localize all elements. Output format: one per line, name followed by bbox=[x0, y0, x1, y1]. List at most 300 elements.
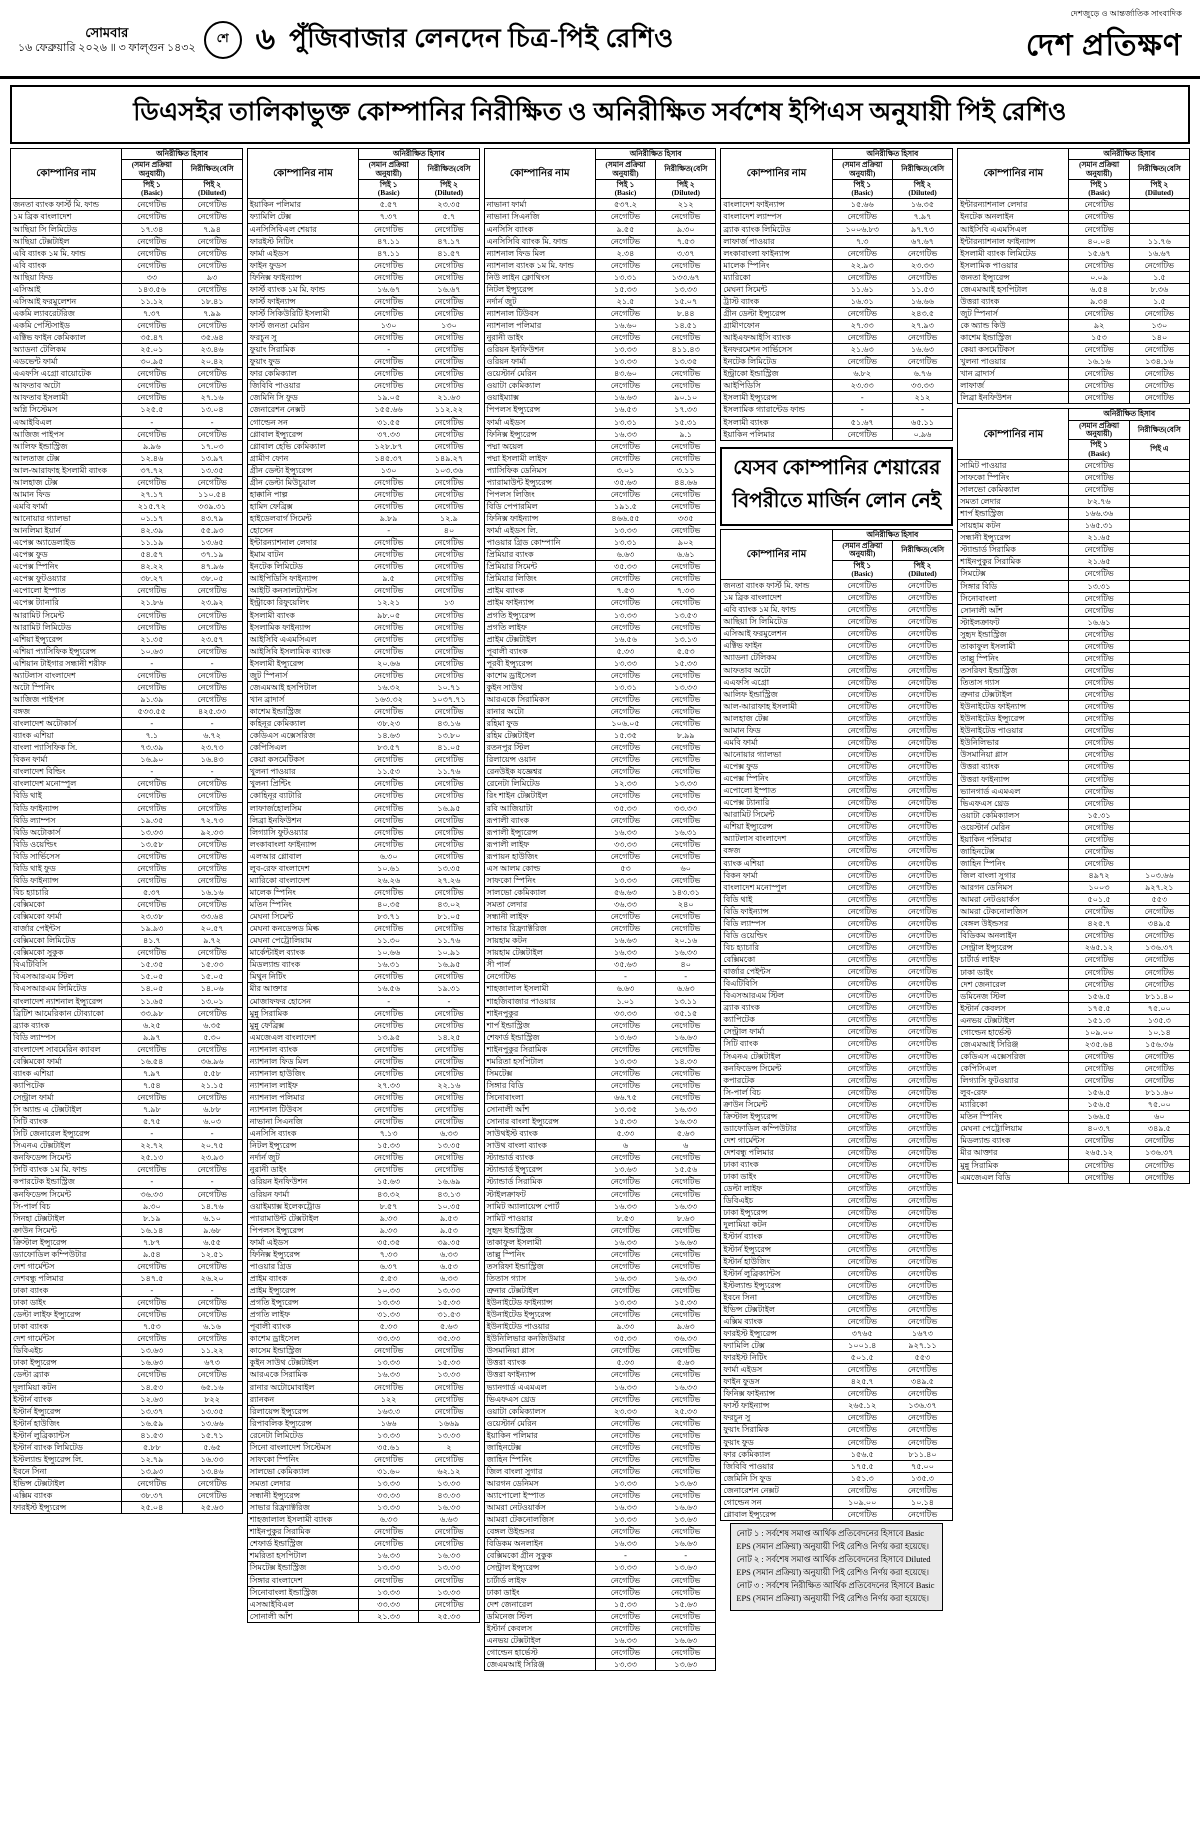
company-name: কে অ্যান্ড কিউ bbox=[958, 320, 1069, 332]
company-name: রানার অটোমোবাইল bbox=[247, 1381, 358, 1393]
table-row bbox=[11, 633, 243, 645]
company-name: নর্দার্ন জুট bbox=[484, 295, 595, 307]
pe1-value: ৫.৩৭ bbox=[122, 886, 182, 898]
pe1-value: ১৩.৩৩ bbox=[359, 1357, 419, 1369]
table-row bbox=[721, 652, 953, 664]
table-row bbox=[958, 845, 1190, 857]
pe2-value: নেগেটিভ bbox=[892, 592, 952, 604]
company-name: আমরা নেটওয়ার্কস bbox=[958, 894, 1069, 906]
company-name: বার্জার পেইন্টস bbox=[721, 966, 832, 978]
table-row bbox=[958, 223, 1190, 235]
pe-rows-1 bbox=[11, 199, 243, 1514]
table-row bbox=[958, 484, 1190, 496]
pe2-value: ১৬.১৬ bbox=[182, 886, 242, 898]
pe1-value: ১৬.৬৩ bbox=[122, 1357, 182, 1369]
company-name: সিনোবাংলা bbox=[484, 1092, 595, 1104]
pe2-value: ৫৫৩ bbox=[1129, 894, 1189, 906]
publication-date bbox=[18, 24, 196, 56]
table-row bbox=[721, 941, 953, 953]
pe2-value: ২৭.৯৩ bbox=[892, 320, 952, 332]
table-row bbox=[484, 247, 716, 259]
table-row bbox=[484, 1586, 716, 1598]
company-name: ফরচুন সু bbox=[247, 332, 358, 344]
pe1-value: ৩৭.৩৩ bbox=[359, 428, 419, 440]
pe1-value: ১৩.৩৩ bbox=[359, 1562, 419, 1574]
pe1-value: ২১.৬৩ bbox=[832, 344, 892, 356]
pe1-value: নেগেটিভ bbox=[832, 247, 892, 259]
pe1-value: ১৩.৩৩ bbox=[595, 344, 655, 356]
table-row bbox=[247, 935, 479, 947]
pe1-value: ৯.৩০ bbox=[122, 1200, 182, 1212]
table-row bbox=[958, 652, 1190, 664]
company-name: নিটল ইন্স্যুরেন্স bbox=[484, 283, 595, 295]
table-row bbox=[484, 1067, 716, 1079]
table-row bbox=[484, 633, 716, 645]
table-row bbox=[484, 597, 716, 609]
company-name: ইভিন্স টেক্সটাইল bbox=[721, 1303, 832, 1315]
pe1-value: নেগেটিভ bbox=[595, 1309, 655, 1321]
pe2-value: নেগেটিভ bbox=[656, 1224, 716, 1236]
table-row bbox=[247, 1586, 479, 1598]
pe2-value: নেগেটিভ bbox=[892, 356, 952, 368]
pe2-value: ৯২.৩৩ bbox=[182, 826, 242, 838]
table-row bbox=[247, 1393, 479, 1405]
table-row bbox=[484, 332, 716, 344]
table-row bbox=[11, 1176, 243, 1188]
company-name: ফার কেমিক্যাল bbox=[247, 368, 358, 380]
pe2-value: ১৬.৬৩ bbox=[656, 1538, 716, 1550]
pe2-value: ১৩.৬৩ bbox=[656, 1562, 716, 1574]
table-row bbox=[484, 1019, 716, 1031]
pe2-value: ১৯.৩১ bbox=[419, 983, 479, 995]
table-row bbox=[721, 428, 953, 440]
table-row bbox=[484, 513, 716, 525]
pe1-value: নেগেটিভ bbox=[595, 742, 655, 754]
pe2-value: নেগেটিভ bbox=[892, 978, 952, 990]
company-name: পূবালী ব্যাংক bbox=[484, 645, 595, 657]
pe2-value: নেগেটিভ bbox=[419, 1405, 479, 1417]
table-row bbox=[247, 1478, 479, 1490]
pe2-value: নেগেটিভ bbox=[419, 537, 479, 549]
company-name: ফার্মা এইডস bbox=[247, 1236, 358, 1248]
pe1-value: ৯.৩৪ bbox=[1069, 295, 1129, 307]
pe1-value: নেগেটিভ bbox=[122, 199, 182, 211]
pe2-value: নেগেটিভ bbox=[656, 1309, 716, 1321]
pe2-value: ২৫.৬৩ bbox=[182, 1502, 242, 1514]
pe1-value: নেগেটিভ bbox=[832, 1159, 892, 1171]
pe2-value: ৪৭.৯৬ bbox=[182, 561, 242, 573]
company-name: ফিনিক্স ইন্স্যুরেন্স bbox=[484, 428, 595, 440]
table-row bbox=[721, 1219, 953, 1231]
table-row bbox=[958, 737, 1190, 749]
company-name: ১ম ব্রিক বাংলাদেশ bbox=[721, 592, 832, 604]
company-name: নেগেটিভ bbox=[484, 971, 595, 983]
table-row bbox=[247, 211, 479, 223]
table-row bbox=[247, 1212, 479, 1224]
pe1-value: নেগেটিভ bbox=[595, 597, 655, 609]
company-name: শাইনপুকুর সিরামিক bbox=[247, 1526, 358, 1538]
company-name: প্রিমিয়ার ব্যাংক bbox=[484, 549, 595, 561]
th-group-audited-ml: নিরীক্ষিত(বেসি bbox=[892, 540, 952, 560]
table-row bbox=[721, 1255, 953, 1267]
table-row bbox=[721, 821, 953, 833]
table-row bbox=[721, 199, 953, 211]
table-row bbox=[11, 307, 243, 319]
table-row bbox=[721, 392, 953, 404]
pe-rows-2 bbox=[247, 199, 479, 1622]
company-name: ইমাম বাটন bbox=[247, 549, 358, 561]
pe2-value: নেগেটিভ bbox=[1129, 307, 1189, 319]
pe1-value: নেগেটিভ bbox=[595, 1453, 655, 1465]
company-name: সন্ধানী লাইফ bbox=[484, 911, 595, 923]
pe2-value: নেগেটিভ bbox=[1129, 344, 1189, 356]
pe2-value: নেগেটিভ bbox=[656, 500, 716, 512]
company-name: পিপলস ইন্স্যুরেন্স bbox=[484, 404, 595, 416]
table-row bbox=[484, 1598, 716, 1610]
pe2-value: নেগেটিভ bbox=[656, 1465, 716, 1477]
pe2-value: ৬.০৩ bbox=[182, 1116, 242, 1128]
pe2-value: নেগেটিভ bbox=[892, 1315, 952, 1327]
date-label: ১৬ ফেব্রুয়ারি ২০২৬ ॥ ৩ ফাল্গুন ১৪৩২ bbox=[18, 42, 196, 55]
pe1-value: নেগেটিভ bbox=[595, 850, 655, 862]
table-row bbox=[247, 440, 479, 452]
pe2-value: নেগেটিভ bbox=[419, 307, 479, 319]
pe-table-1 bbox=[10, 148, 243, 1514]
th-pe2-5: পিই ২ (Diluted) bbox=[1129, 179, 1189, 199]
company-name: ঢাকা ডাইং bbox=[721, 1171, 832, 1183]
company-name: একমি পেস্টিসাইড bbox=[11, 320, 122, 332]
pe1-value: নেগেটিভ bbox=[832, 1219, 892, 1231]
pe1-value: ৮৩.৫৭ bbox=[359, 742, 419, 754]
table-row bbox=[11, 1212, 243, 1224]
table-row bbox=[721, 580, 953, 592]
pe2-value: ১৩.৬৩ bbox=[656, 1478, 716, 1490]
pe2-value: নেগেটিভ bbox=[892, 1171, 952, 1183]
pe2-value: ৭.৩৩ bbox=[656, 585, 716, 597]
table-row bbox=[11, 1333, 243, 1345]
table-row bbox=[721, 344, 953, 356]
brand-tagline: দেশজুড়ে ও আন্তর্জাতিক সাংবাদিক bbox=[1070, 9, 1182, 18]
pe1-value: নেগেটিভ bbox=[359, 1104, 419, 1116]
company-name: ওয়েস্টার্ন মেরিন bbox=[484, 368, 595, 380]
table-row bbox=[484, 935, 716, 947]
pe2-value: ৬.৬৩ bbox=[419, 1514, 479, 1526]
company-name: কপারটেক ইন্ডাস্ট্রিজ bbox=[11, 1176, 122, 1188]
pe1-value: নেগেটিভ bbox=[122, 778, 182, 790]
pe2-value: নেগেটিভ bbox=[656, 1092, 716, 1104]
pe1-value: নেগেটিভ bbox=[832, 1364, 892, 1376]
pe2-value: নেগেটিভ bbox=[892, 833, 952, 845]
company-name: মালেক স্পিনিং bbox=[721, 259, 832, 271]
company-name: নাভানা সিএনজি bbox=[247, 1116, 358, 1128]
pe1-value: নেগেটিভ bbox=[595, 1224, 655, 1236]
pe2-value bbox=[1129, 737, 1189, 749]
pe2-value: ১২.৯ bbox=[419, 513, 479, 525]
pe2-value: নেগেটিভ bbox=[656, 1019, 716, 1031]
pe1-value: - bbox=[832, 392, 892, 404]
pe1-value: নেগেটিভ bbox=[832, 833, 892, 845]
company-name: ঢাকা ব্যাংক bbox=[721, 1159, 832, 1171]
pe2-value: নেগেটিভ bbox=[419, 1019, 479, 1031]
pe2-value: নেগেটিভ bbox=[419, 754, 479, 766]
pe2-value bbox=[1129, 845, 1189, 857]
table-row bbox=[721, 978, 953, 990]
company-name: উত্তরা ব্যাংক bbox=[484, 1357, 595, 1369]
table-row bbox=[247, 1104, 479, 1116]
table-row bbox=[484, 428, 716, 440]
pe1-value: ১৪.৬৩ bbox=[359, 730, 419, 742]
table-row bbox=[247, 428, 479, 440]
table-row bbox=[247, 633, 479, 645]
pe1-value: ৩৫.৪৭ bbox=[122, 332, 182, 344]
pe2-value: নেগেটিভ bbox=[656, 1345, 716, 1357]
pe2-value: নেগেটিভ bbox=[1129, 1171, 1189, 1183]
pe1-value: ২৫.১৩ bbox=[122, 1152, 182, 1164]
pe2-value: ১৩.৩৫ bbox=[182, 464, 242, 476]
pe1-value: নেগেটিভ bbox=[595, 1369, 655, 1381]
pe1-value: নেগেটিভ bbox=[359, 1345, 419, 1357]
pe2-value: ১৩.৬৬ bbox=[182, 1417, 242, 1429]
pe2-value: নেগেটিভ bbox=[182, 1092, 242, 1104]
table-row bbox=[958, 235, 1190, 247]
pe2-value: নেগেটিভ bbox=[1129, 1050, 1189, 1062]
pe1-value: ৭.১৩ bbox=[359, 1128, 419, 1140]
pe2-value: ৬ bbox=[656, 1140, 716, 1152]
pe2-value: ১৪.০৬ bbox=[182, 983, 242, 995]
pe1-value: ১৩.৩৭ bbox=[122, 1405, 182, 1417]
pe2-value: নেগেটিভ bbox=[182, 428, 242, 440]
table-row bbox=[247, 874, 479, 886]
pe1-value: ৪০৩.৭ bbox=[1069, 1123, 1129, 1135]
table-row bbox=[721, 616, 953, 628]
pe1-value: ১৬৩.৩২ bbox=[359, 693, 419, 705]
table-row bbox=[247, 995, 479, 1007]
pe2-value: নেগেটিভ bbox=[892, 941, 952, 953]
company-name: বেক্সিমকো ফার্মা bbox=[11, 911, 122, 923]
company-name: লিগ্যাসি ফুটওয়্যার bbox=[247, 826, 358, 838]
company-name: ফিনিক্স ফাইন্যান্স bbox=[721, 1388, 832, 1400]
company-name: ওরিয়ন ফার্মা bbox=[247, 1188, 358, 1200]
pe1-value: ৬.৩৭ bbox=[359, 1260, 419, 1272]
pe1-value: নেগেটিভ bbox=[359, 669, 419, 681]
table-row bbox=[11, 380, 243, 392]
pe1-value: ১৩০ bbox=[359, 464, 419, 476]
company-name: স্ট্যান্ডার্ড সিরামিক bbox=[958, 544, 1069, 556]
company-name: ইসলামিক গ্যারান্টেড ফান্ড bbox=[721, 404, 832, 416]
pe2-value bbox=[1129, 544, 1189, 556]
table-row bbox=[958, 508, 1190, 520]
pe1-value: ১৬.৬০ bbox=[595, 320, 655, 332]
pe1-value: নেগেটিভ bbox=[122, 392, 182, 404]
table-row bbox=[484, 1502, 716, 1514]
company-name: প্রাইম টেক্সটাইল bbox=[484, 633, 595, 645]
company-name: আছিয়া সি লিমিটেড bbox=[11, 223, 122, 235]
company-name: নুরানী ডাইং bbox=[484, 332, 595, 344]
company-name: এপোলো ইস্পাত bbox=[721, 785, 832, 797]
pe2-value: নেগেটিভ bbox=[182, 1297, 242, 1309]
company-name: কনফিডেন্স সিমেন্ট bbox=[11, 1188, 122, 1200]
company-name: এডভেন্ট ফার্মা bbox=[11, 356, 122, 368]
company-name: বিডি ওয়েল্ডিং bbox=[721, 929, 832, 941]
company-name: জাহিনটেক্স bbox=[484, 1441, 595, 1453]
pe1-value: ১০৯.০০ bbox=[832, 1496, 892, 1508]
table-row bbox=[11, 1429, 243, 1441]
company-name: বেক্সিমকো bbox=[721, 954, 832, 966]
pe1-value: নেগেটিভ bbox=[122, 428, 182, 440]
pe1-value: নেগেটিভ bbox=[1069, 223, 1129, 235]
table-row bbox=[958, 628, 1190, 640]
table-row bbox=[721, 1472, 953, 1484]
pe2-value bbox=[1129, 857, 1189, 869]
table-row bbox=[11, 332, 243, 344]
pe1-value: নেগেটিভ bbox=[832, 1436, 892, 1448]
pe2-value: নেগেটিভ bbox=[656, 1152, 716, 1164]
company-name: প্রাইম ইন্স্যুরেন্স bbox=[247, 1285, 358, 1297]
pe2-value: নেগেটিভ bbox=[182, 1043, 242, 1055]
company-name: জনতা ব্যাংক ফার্স্ট মি. ফান্ড bbox=[11, 199, 122, 211]
table-row bbox=[247, 742, 479, 754]
table-row bbox=[721, 1364, 953, 1376]
table-row bbox=[11, 1441, 243, 1453]
pe2-value: নেগেটিভ bbox=[419, 1345, 479, 1357]
company-name: এমজেএল বাংলাদেশ bbox=[247, 1031, 358, 1043]
pe1-value: ৯.৩৩ bbox=[595, 1321, 655, 1333]
pe2-value: নেগেটিভ bbox=[892, 1062, 952, 1074]
pe2-value: ২৪৩.৫ bbox=[892, 307, 952, 319]
company-name: শার্প ইন্ডাস্ট্রিজ bbox=[958, 508, 1069, 520]
table-row bbox=[958, 344, 1190, 356]
company-name: আরামিট সিমেন্ট bbox=[721, 809, 832, 821]
pe1-value: নেগেটিভ bbox=[122, 1297, 182, 1309]
pe2-value: ১৬.৯৫ bbox=[419, 802, 479, 814]
company-name: ইউনাইটেড ইন্স্যুরেন্স bbox=[484, 1309, 595, 1321]
pe2-value: নেগেটিভ bbox=[892, 640, 952, 652]
pe2-value: নেগেটিভ bbox=[656, 838, 716, 850]
pe2-value: ১১.৭৬ bbox=[419, 766, 479, 778]
pe1-value: নেগেটিভ bbox=[832, 1388, 892, 1400]
pe1-value: ৪১.৭ bbox=[122, 935, 182, 947]
pe1-value: ২৬৫.১২ bbox=[832, 1400, 892, 1412]
table-row bbox=[11, 718, 243, 730]
pe2-value: - bbox=[182, 1128, 242, 1140]
pe1-value: নেগেটিভ bbox=[359, 1007, 419, 1019]
company-name: অ্যাটলাস বাংলাদেশ bbox=[721, 833, 832, 845]
pe1-value: নেগেটিভ bbox=[595, 440, 655, 452]
company-name: আমান ফিড bbox=[11, 488, 122, 500]
pe2-value: ১৫.৫৬ bbox=[656, 1164, 716, 1176]
company-name: গ্লোবাল ইন্স্যুরেন্স bbox=[247, 428, 358, 440]
pe1-value: নেগেটিভ bbox=[122, 862, 182, 874]
pe1-value: ১৩.৩৩ bbox=[359, 1429, 419, 1441]
pe2-value: নেগেটিভ bbox=[182, 259, 242, 271]
page-number: ৬ bbox=[255, 22, 276, 56]
pe1-value: নেগেটিভ bbox=[122, 1092, 182, 1104]
company-name: ফাইন ফুডস bbox=[721, 1376, 832, 1388]
company-name: কপারটেক bbox=[721, 1074, 832, 1086]
company-name: জাহিনটেক্স bbox=[958, 845, 1069, 857]
pe-rows-4 bbox=[721, 199, 953, 440]
company-name: আরামিট লিমিটেড bbox=[11, 621, 122, 633]
pe1-value: ১৬.৩৩ bbox=[359, 1550, 419, 1562]
pe1-value: নেগেটিভ bbox=[832, 990, 892, 1002]
table-row bbox=[247, 609, 479, 621]
company-name: ব্যাংক এশিয়া bbox=[721, 857, 832, 869]
company-name: ইসলামিক পাওয়ার bbox=[958, 259, 1069, 271]
company-name: ফুয়াং ফুড bbox=[721, 1436, 832, 1448]
pe2-value bbox=[1129, 484, 1189, 496]
pe1-value: নেগেটিভ bbox=[1069, 199, 1129, 211]
pe2-value: নেগেটিভ bbox=[419, 1381, 479, 1393]
table-row bbox=[721, 320, 953, 332]
pe1-value: ৬৬.৭৫ bbox=[595, 1092, 655, 1104]
table-row bbox=[11, 1019, 243, 1031]
table-row bbox=[484, 899, 716, 911]
pe2-value: নেগেটিভ bbox=[419, 223, 479, 235]
pe2-value: ১৩.৩৩ bbox=[419, 1562, 479, 1574]
pe1-value: নেগেটিভ bbox=[359, 271, 419, 283]
company-name: দুলামিয়া কটন bbox=[11, 1381, 122, 1393]
pe1-value: ১৬.৩৩ bbox=[595, 1236, 655, 1248]
pe2-value: ১৪.২৫ bbox=[419, 1031, 479, 1043]
table-row bbox=[484, 1369, 716, 1381]
pe2-value: ১৩৪.১৬ bbox=[1129, 356, 1189, 368]
pe2-value: ৭.৫৩ bbox=[656, 235, 716, 247]
pe1-value: নেগেটিভ bbox=[359, 295, 419, 307]
table-row bbox=[721, 307, 953, 319]
company-name: ফারইস্ট নিটিং bbox=[721, 1352, 832, 1364]
company-name: ফাইন ফুডস bbox=[247, 259, 358, 271]
company-name: বিএসআরএম স্টিল bbox=[721, 990, 832, 1002]
table-row bbox=[958, 356, 1190, 368]
company-name: এপেক্স ট্যানারি bbox=[721, 797, 832, 809]
table-row bbox=[721, 604, 953, 616]
table-row bbox=[721, 845, 953, 857]
pe1-value: ১৩.৩৩ bbox=[595, 657, 655, 669]
company-name: চার্টার্ড লাইফ bbox=[484, 1574, 595, 1586]
pe2-value: নেগেটিভ bbox=[419, 971, 479, 983]
company-name: শমরিতা হসপিটাল bbox=[484, 1055, 595, 1067]
table-row bbox=[721, 1171, 953, 1183]
pe1-value: নেগেটিভ bbox=[832, 211, 892, 223]
company-name: গোল্ডেন সন bbox=[247, 416, 358, 428]
table-row bbox=[247, 886, 479, 898]
company-name: লংকাবাংলা ফাইন্যান্স bbox=[247, 838, 358, 850]
pe2-value: নেগেটিভ bbox=[656, 1610, 716, 1622]
pe2-value: ২৩.৯২ bbox=[182, 597, 242, 609]
company-name: এনভয় টেক্সটাইল bbox=[484, 1634, 595, 1646]
table-row bbox=[958, 1026, 1190, 1038]
pe2-value: ২ bbox=[419, 1441, 479, 1453]
table-row bbox=[958, 1159, 1190, 1171]
table-row bbox=[721, 1195, 953, 1207]
table-row bbox=[721, 1424, 953, 1436]
pe1-value: ১২.৬৩ bbox=[122, 1393, 182, 1405]
pe2-value: ১৭.৩৩ bbox=[656, 404, 716, 416]
pe1-value: নেগেটিভ bbox=[1069, 906, 1129, 918]
pe2-value: নেগেটিভ bbox=[892, 785, 952, 797]
company-name: প্রাইম ফাইন্যান্স bbox=[484, 597, 595, 609]
table-row bbox=[721, 1002, 953, 1014]
pe2-value: নেগেটিভ bbox=[656, 211, 716, 223]
table-row bbox=[484, 404, 716, 416]
company-name: ভিএফএস থ্রেড bbox=[484, 1393, 595, 1405]
table-row bbox=[247, 1429, 479, 1441]
pe2-value: ৬৫.১১ bbox=[892, 416, 952, 428]
company-name: রহিম টেক্সটাইল bbox=[484, 730, 595, 742]
table-row bbox=[11, 1405, 243, 1417]
table-row bbox=[484, 1610, 716, 1622]
pe2-value: নেগেটিভ bbox=[656, 911, 716, 923]
